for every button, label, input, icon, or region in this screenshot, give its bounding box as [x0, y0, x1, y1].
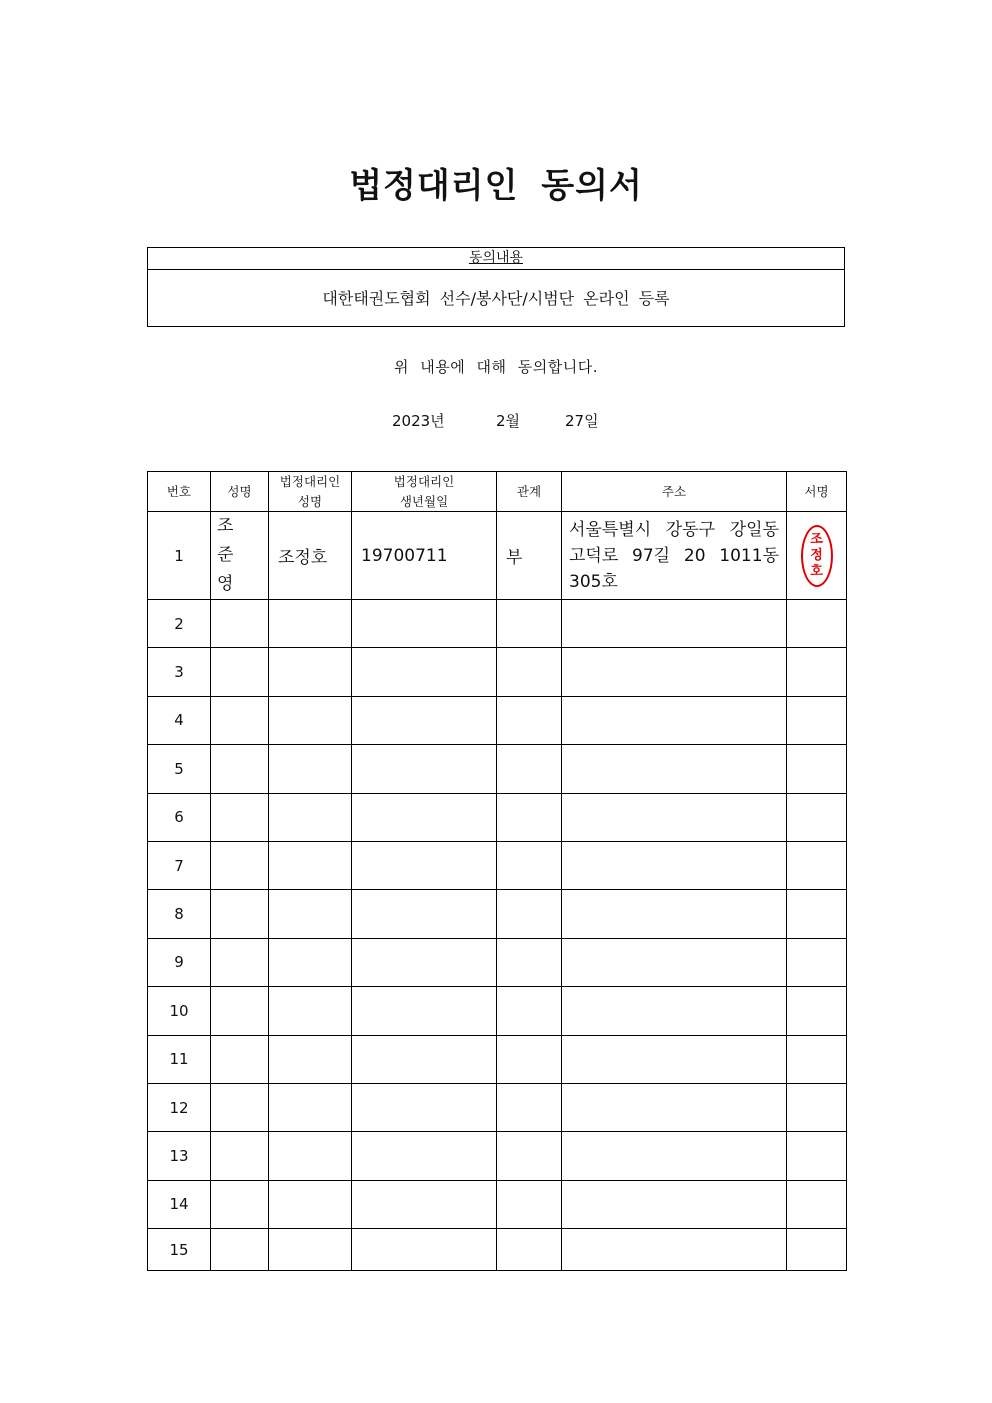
- row-guardian-name: [269, 696, 352, 744]
- row-number: 4: [148, 696, 211, 744]
- row-relation: [497, 938, 562, 986]
- row-address: [562, 1132, 787, 1180]
- row-number: 1: [148, 512, 211, 600]
- table-row: [148, 1035, 847, 1083]
- row-guardian-birth: [352, 1035, 497, 1083]
- consent-content-box: [147, 247, 845, 327]
- header-guardian-birth: [352, 472, 497, 512]
- row-guardian-name: [269, 600, 352, 648]
- row-signature: [787, 841, 847, 889]
- row-address: [562, 1083, 787, 1131]
- row-guardian-name: [269, 841, 352, 889]
- row-name: [211, 600, 269, 648]
- header-relation: 관계: [497, 472, 562, 512]
- row-guardian-name: [269, 745, 352, 793]
- row-number: 2: [148, 600, 211, 648]
- row-relation: [497, 1132, 562, 1180]
- row-signature: [787, 512, 847, 600]
- row-signature: [787, 1035, 847, 1083]
- row-name: [211, 696, 269, 744]
- row-guardian-name: 조정호: [269, 512, 352, 600]
- row-number: 3: [148, 648, 211, 696]
- row-relation: [497, 793, 562, 841]
- row-relation: [497, 696, 562, 744]
- row-guardian-name: [269, 648, 352, 696]
- row-address: [562, 1229, 787, 1271]
- row-signature: [787, 745, 847, 793]
- consent-header: 동의내용: [148, 248, 844, 270]
- row-guardian-birth: 19700711: [352, 512, 497, 600]
- row-number: 13: [148, 1132, 211, 1180]
- row-address: [562, 1180, 787, 1228]
- row-number: 10: [148, 987, 211, 1035]
- row-guardian-name: [269, 938, 352, 986]
- row-number: 14: [148, 1180, 211, 1228]
- row-guardian-birth: [352, 1229, 497, 1271]
- table-row: [148, 890, 847, 938]
- row-name: [211, 745, 269, 793]
- row-relation: 부: [497, 512, 562, 600]
- row-name-line1: 조 준: [217, 516, 244, 565]
- row-address: [562, 841, 787, 889]
- seal-char: 정: [810, 547, 823, 563]
- table-row: [148, 1229, 847, 1271]
- table-row: [148, 1132, 847, 1180]
- date-month: 2월: [496, 412, 521, 430]
- consent-body: 대한태권도협회 선수/봉사단/시범단 온라인 등록: [322, 289, 670, 308]
- table-row: [148, 987, 847, 1035]
- row-guardian-birth: [352, 696, 497, 744]
- table-row: [148, 1083, 847, 1131]
- table-row: [148, 1180, 847, 1228]
- row-guardian-birth: [352, 648, 497, 696]
- row-name: [211, 987, 269, 1035]
- header-guardian-birth-line2: 생년월일: [399, 493, 449, 509]
- table-row: [148, 648, 847, 696]
- row-guardian-birth: [352, 1180, 497, 1228]
- signature-seal: [801, 525, 833, 587]
- date-year: 2023년: [392, 412, 445, 430]
- row-name: [211, 793, 269, 841]
- row-guardian-birth: [352, 793, 497, 841]
- table-row: [148, 512, 847, 600]
- row-guardian-birth: [352, 600, 497, 648]
- row-name: [211, 1180, 269, 1228]
- row-address: [562, 987, 787, 1035]
- seal-wrapper: [787, 525, 846, 587]
- document-title: 법정대리인 동의서: [349, 166, 643, 206]
- table-row: [148, 841, 847, 889]
- row-name: [211, 648, 269, 696]
- row-guardian-birth: [352, 938, 497, 986]
- row-signature: [787, 987, 847, 1035]
- row-name: [211, 938, 269, 986]
- row-guardian-birth: [352, 890, 497, 938]
- row-name: [211, 1132, 269, 1180]
- header-guardian-name: [269, 472, 352, 512]
- header-guardian-name-line1: 법정대리인: [279, 474, 341, 490]
- row-signature: [787, 600, 847, 648]
- table-row: [148, 793, 847, 841]
- row-guardian-birth: [352, 745, 497, 793]
- row-address: 서울특별시 강동구 강일동 고덕로 97길 20 1011동 305호: [562, 512, 787, 600]
- row-name: [211, 890, 269, 938]
- row-relation: [497, 1229, 562, 1271]
- table-row: [148, 600, 847, 648]
- row-guardian-name: [269, 1083, 352, 1131]
- row-address: [562, 1035, 787, 1083]
- header-guardian-birth-line1: 법정대리인: [393, 474, 455, 490]
- row-number: 5: [148, 745, 211, 793]
- row-relation: [497, 1180, 562, 1228]
- row-signature: [787, 1229, 847, 1271]
- header-address: 주소: [562, 472, 787, 512]
- row-relation: [497, 1035, 562, 1083]
- date-day: 27일: [565, 412, 599, 430]
- row-guardian-name: [269, 1229, 352, 1271]
- header-name: 성명: [211, 472, 269, 512]
- row-address: [562, 648, 787, 696]
- row-address: [562, 696, 787, 744]
- row-address: [562, 600, 787, 648]
- header-number: 번호: [148, 472, 211, 512]
- row-address: [562, 745, 787, 793]
- row-relation: [497, 987, 562, 1035]
- row-signature: [787, 793, 847, 841]
- seal-char: 조: [810, 531, 823, 547]
- row-name: [211, 1035, 269, 1083]
- table-row: [148, 938, 847, 986]
- row-address: [562, 890, 787, 938]
- row-signature: [787, 938, 847, 986]
- row-number: 7: [148, 841, 211, 889]
- row-guardian-name: [269, 890, 352, 938]
- table-row: [148, 745, 847, 793]
- row-number: 9: [148, 938, 211, 986]
- row-name: [211, 1229, 269, 1271]
- row-relation: [497, 841, 562, 889]
- row-signature: [787, 890, 847, 938]
- row-guardian-name: [269, 987, 352, 1035]
- row-signature: [787, 696, 847, 744]
- row-signature: [787, 648, 847, 696]
- row-guardian-birth: [352, 841, 497, 889]
- row-guardian-birth: [352, 987, 497, 1035]
- row-guardian-birth: [352, 1083, 497, 1131]
- seal-char: 호: [810, 563, 823, 579]
- row-number: 11: [148, 1035, 211, 1083]
- row-relation: [497, 890, 562, 938]
- row-guardian-name: [269, 1180, 352, 1228]
- row-address: [562, 793, 787, 841]
- row-name: [211, 841, 269, 889]
- row-relation: [497, 1083, 562, 1131]
- row-name-line2: 영: [217, 574, 244, 594]
- row-signature: [787, 1083, 847, 1131]
- row-guardian-name: [269, 1035, 352, 1083]
- header-guardian-name-line2: 성명: [297, 493, 323, 509]
- row-number: 6: [148, 793, 211, 841]
- row-number: 8: [148, 890, 211, 938]
- row-number: 15: [148, 1229, 211, 1271]
- table-row: [148, 696, 847, 744]
- row-guardian-name: [269, 1132, 352, 1180]
- guardian-table: [147, 471, 847, 1271]
- row-relation: [497, 745, 562, 793]
- row-name: [211, 512, 269, 600]
- row-relation: [497, 600, 562, 648]
- agreement-statement: 위 내용에 대해 동의합니다.: [394, 358, 598, 376]
- row-address: [562, 938, 787, 986]
- row-guardian-name: [269, 793, 352, 841]
- row-relation: [497, 648, 562, 696]
- header-signature: 서명: [787, 472, 847, 512]
- row-number: 12: [148, 1083, 211, 1131]
- row-guardian-birth: [352, 1132, 497, 1180]
- row-signature: [787, 1180, 847, 1228]
- row-name: [211, 1083, 269, 1131]
- table-header-row: [148, 472, 847, 512]
- row-signature: [787, 1132, 847, 1180]
